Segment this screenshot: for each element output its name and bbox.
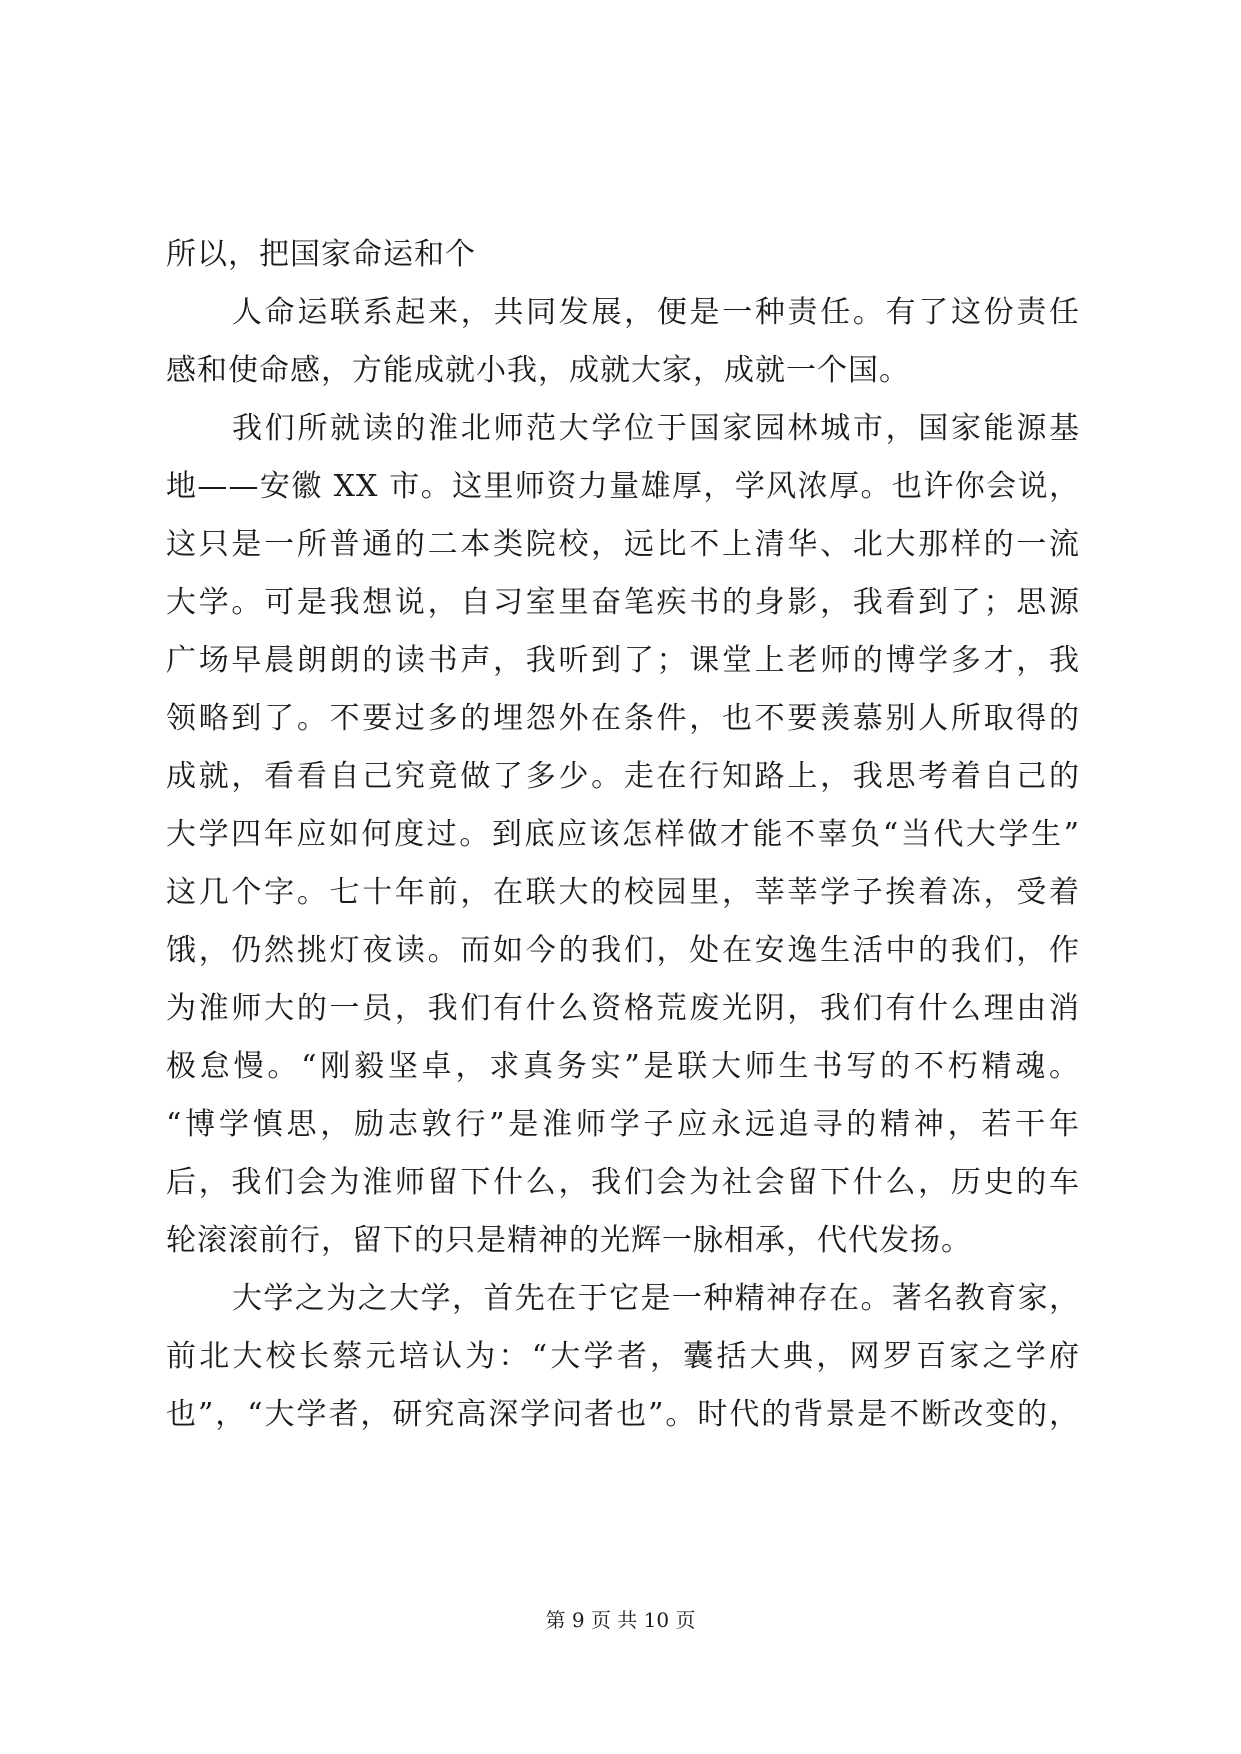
text-line: 大学。可是我想说，自习室里奋笔疾书的身影，我看到了；思源 xyxy=(166,585,1080,620)
text-line: “博学慎思，励志敦行”是淮师学子应永远追寻的精神，若干年 xyxy=(166,1107,1080,1142)
text-line: 这只是一所普通的二本类院校，远比不上清华、北大那样的一流 xyxy=(166,527,1080,562)
paragraph-first-line: 人命运联系起来，共同发展，便是一种责任。有了这份责任 xyxy=(232,295,1080,330)
text-line: 后，我们会为淮师留下什么，我们会为社会留下什么，历史的车 xyxy=(166,1165,1080,1200)
text-line: 为淮师大的一员，我们有什么资格荒废光阴，我们有什么理由消 xyxy=(166,991,1080,1026)
paragraph-first-line: 我们所就读的淮北师范大学位于国家园林城市，国家能源基 xyxy=(232,411,1080,446)
text-line: 感和使命感，方能成就小我，成就大家，成就一个国。 xyxy=(166,353,910,388)
text-line: 广场早晨朗朗的读书声，我听到了；课堂上老师的博学多才，我 xyxy=(166,643,1080,678)
text-line: 极怠慢。“刚毅坚卓，求真务实”是联大师生书写的不朽精魂。 xyxy=(166,1049,1080,1084)
page-number-footer: 第 9 页 共 10 页 xyxy=(545,1608,696,1632)
text-line: 地——安徽 XX 市。这里师资力量雄厚，学风浓厚。也许你会说， xyxy=(166,469,1080,504)
text-line: 饿，仍然挑灯夜读。而如今的我们，处在安逸生活中的我们，作 xyxy=(166,933,1080,968)
text-line: 领略到了。不要过多的埋怨外在条件，也不要羡慕别人所取得的 xyxy=(166,701,1080,736)
text-line: 成就，看看自己究竟做了多少。走在行知路上，我思考着自己的 xyxy=(166,759,1080,794)
text-line: 所以，把国家命运和个 xyxy=(166,237,476,272)
text-line: 这几个字。七十年前，在联大的校园里，莘莘学子挨着冻，受着 xyxy=(166,875,1080,910)
text-line: 大学四年应如何度过。到底应该怎样做才能不辜负“当代大学生” xyxy=(166,817,1080,852)
paragraph-first-line: 大学之为之大学，首先在于它是一种精神存在。著名教育家， xyxy=(232,1281,1080,1316)
body-text xyxy=(166,226,1080,1444)
text-line: 前北大校长蔡元培认为：“大学者，囊括大典，网罗百家之学府 xyxy=(166,1339,1080,1374)
text-line: 也”，“大学者，研究高深学问者也”。时代的背景是不断改变的， xyxy=(166,1397,1080,1432)
text-line: 轮滚滚前行，留下的只是精神的光辉一脉相承，代代发扬。 xyxy=(166,1223,972,1258)
